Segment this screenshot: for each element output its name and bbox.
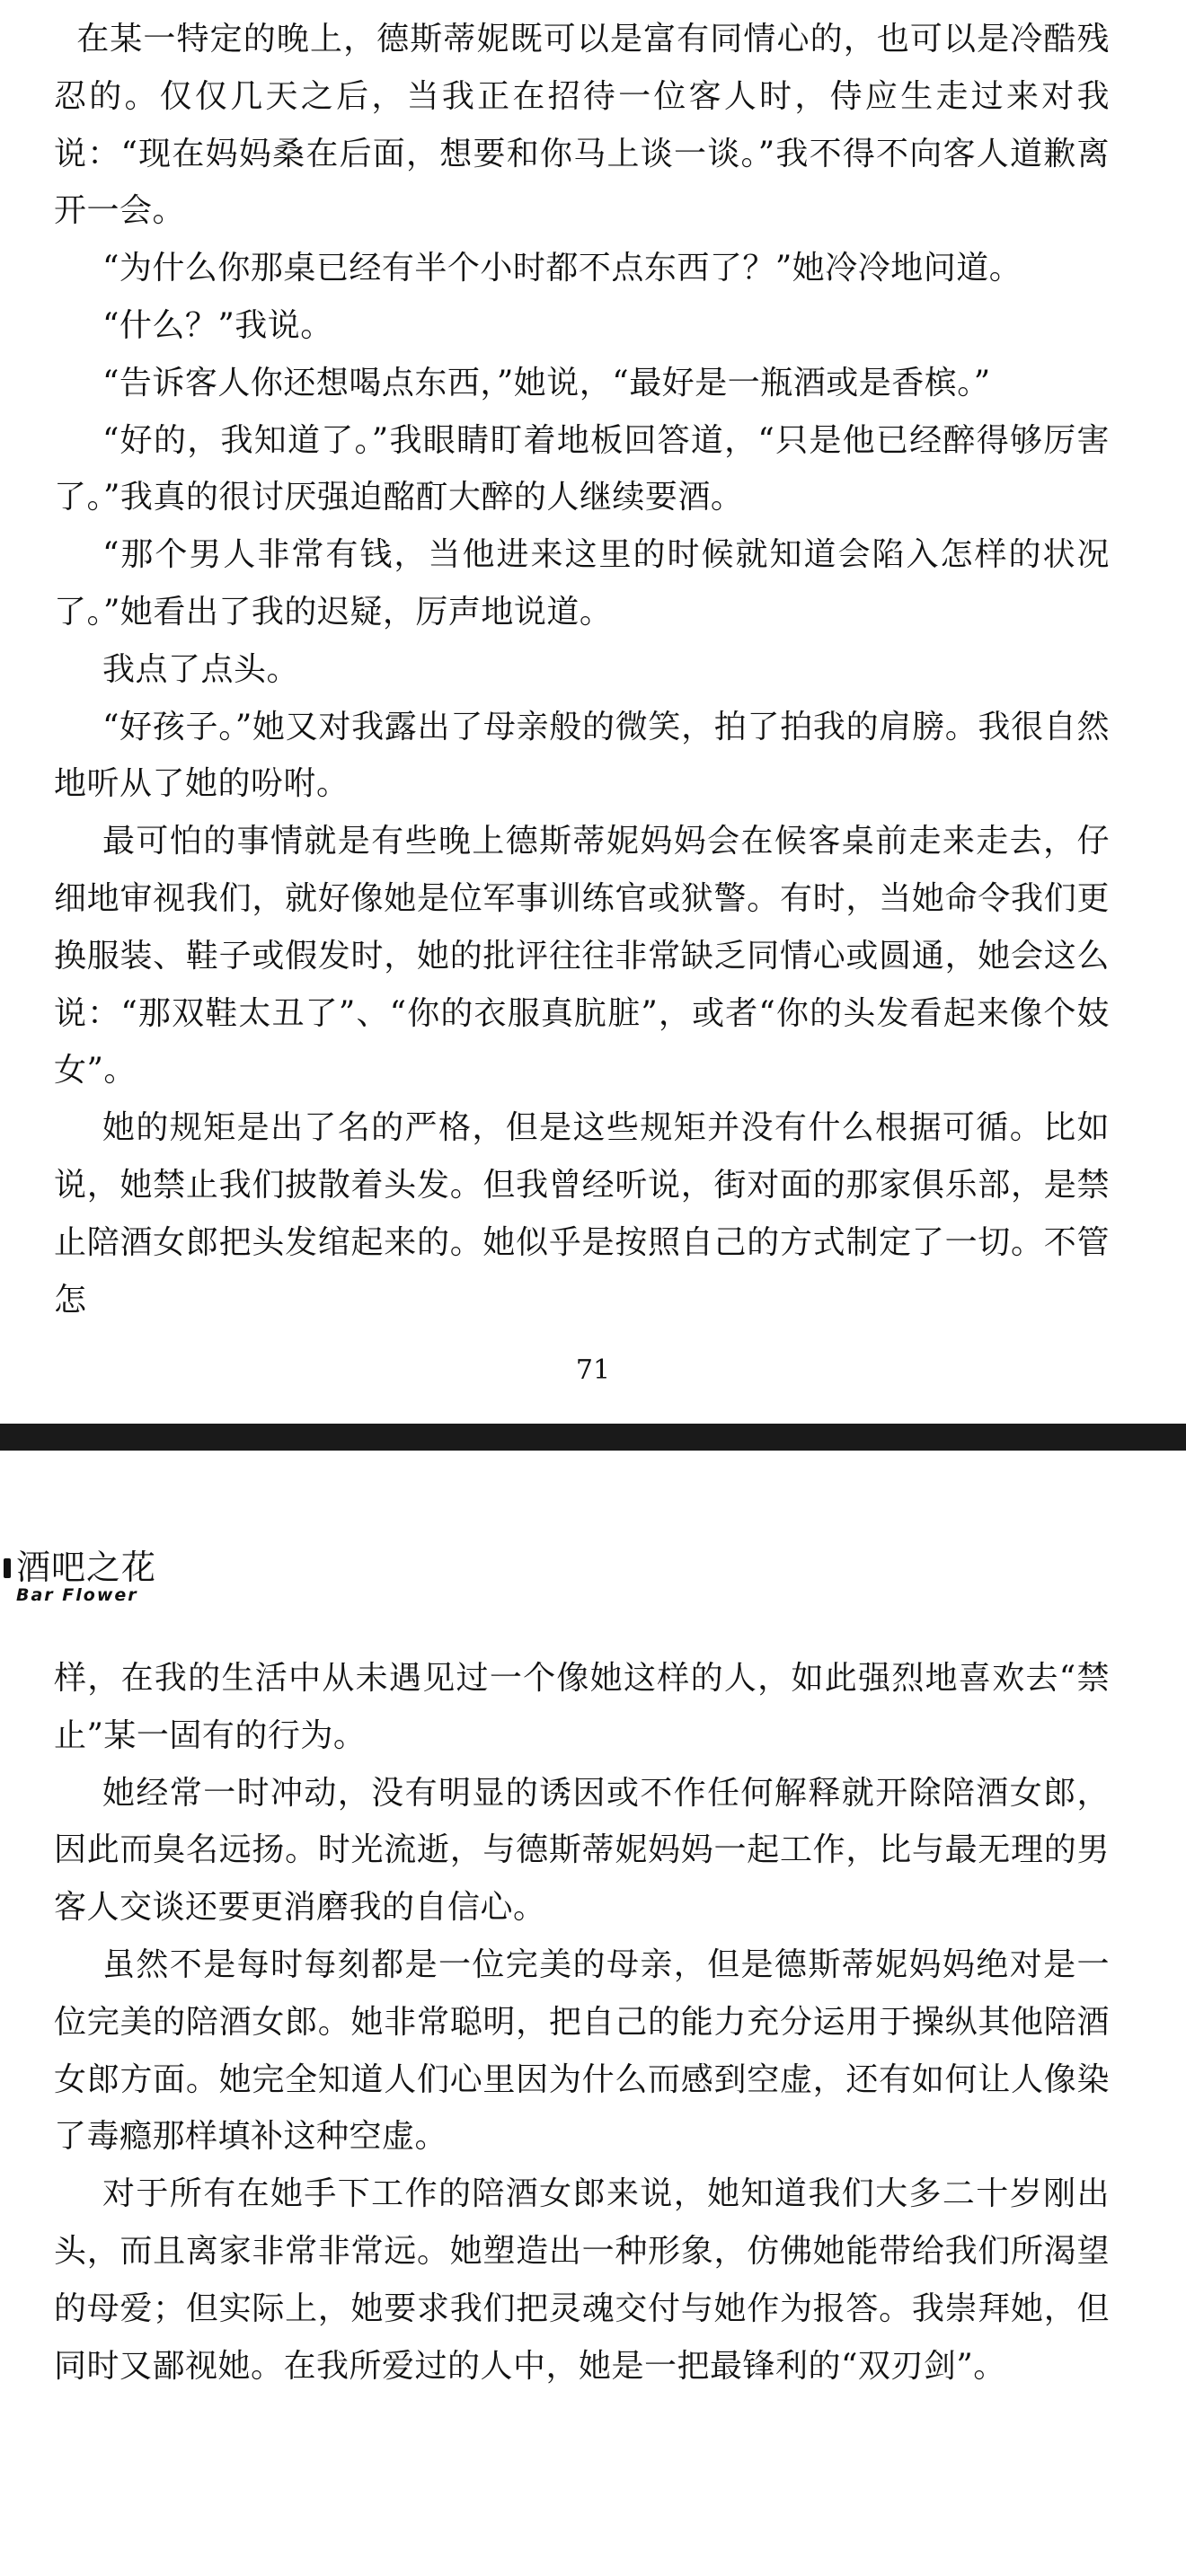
- page-divider: [0, 1424, 1186, 1451]
- paragraph: 样，在我的生活中从未遇见过一个像她这样的人，如此强烈地喜欢去“禁止”某一固有的行为。: [54, 1660, 1110, 1754]
- running-head-title: 酒吧之花: [16, 1548, 157, 1587]
- paragraph: “好的，我知道了。”我眼睛盯着地板回答道，“只是他已经醉得够厉害了。”我真的很讨厌强迫酩酊大醉的人继续要酒。: [54, 421, 1110, 516]
- paragraph: 她的规矩是出了名的严格，但是这些规矩并没有什么根据可循。比如说，她禁止我们披散着头发。但我曾经听说，街对面的那家俱乐部，是禁止陪酒女郎把头发绾起来的。她似乎是按照自己的方式制定了一切。不管怎: [54, 1109, 1110, 1319]
- paragraph: “为什么你那桌已经有半个小时都不点东西了？”她冷冷地问道。: [102, 250, 1022, 287]
- running-head-subtitle: Bar Flower: [16, 1585, 138, 1605]
- bottom-page-text: [54, 1650, 1110, 2395]
- running-head-mark: [4, 1558, 11, 1578]
- top-page-text: [54, 11, 1110, 1328]
- running-head: [4, 1548, 237, 1619]
- paragraph: “那个男人非常有钱，当他进来这里的时候就知道会陷入怎样的状况了。”她看出了我的迟疑，厉声地说道。: [54, 536, 1110, 631]
- paragraph: 虽然不是每时每刻都是一位完美的母亲，但是德斯蒂妮妈妈绝对是一位完美的陪酒女郎。她非常聪明，把自己的能力充分运用于操纵其他陪酒女郎方面。她完全知道人们心里因为什么而感到空虚，还有如何让人像染了毒瘾那样填补这种空虚。: [54, 1945, 1110, 2156]
- paragraph: 最可怕的事情就是有些晚上德斯蒂妮妈妈会在候客桌前走来走去，仔细地审视我们，就好像她是位军事训练官或狱警。有时，当她命令我们更换服装、鞋子或假发时，她的批评往往非常缺乏同情心或圆通，她会这么说：“那双鞋太丑了”、“你的衣服真肮脏”，或者“你的头发看起来像个妓女”。: [54, 823, 1110, 1090]
- paragraph: 对于所有在她手下工作的陪酒女郎来说，她知道我们大多二十岁刚出头，而且离家非常非常远。她塑造出一种形象，仿佛她能带给我们所渴望的母爱；但实际上，她要求我们把灵魂交付与她作为报答。我崇拜她，但同时又鄙视她。在我所爱过的人中，她是一把最锋利的“双刃剑”。: [54, 2175, 1110, 2385]
- paragraph: “告诉客人你还想喝点东西，”她说，“最好是一瓶酒或是香槟。”: [102, 364, 991, 401]
- paragraph: 她经常一时冲动，没有明显的诱因或不作任何解释就开除陪酒女郎，因此而臭名远扬。时光流逝，与德斯蒂妮妈妈一起工作，比与最无理的男客人交谈还要更消磨我的自信心。: [54, 1774, 1110, 1927]
- bottom-book-page: [0, 1451, 1186, 2576]
- paragraph: 我点了点头。: [102, 650, 300, 688]
- page-number: 71: [575, 1354, 611, 1386]
- paragraph: “什么？”我说。: [102, 306, 333, 344]
- paragraph: 在某一特定的晚上，德斯蒂妮既可以是富有同情心的，也可以是冷酷残忍的。仅仅几天之后，当我正在招待一位客人时，侍应生走过来对我说：“现在妈妈桑在后面，想要和你马上谈一谈。”我不得不向客人道歉离开一会。: [54, 21, 1110, 230]
- paragraph: “好孩子。”她又对我露出了母亲般的微笑，拍了拍我的肩膀。我很自然地听从了她的吩咐。: [54, 708, 1110, 803]
